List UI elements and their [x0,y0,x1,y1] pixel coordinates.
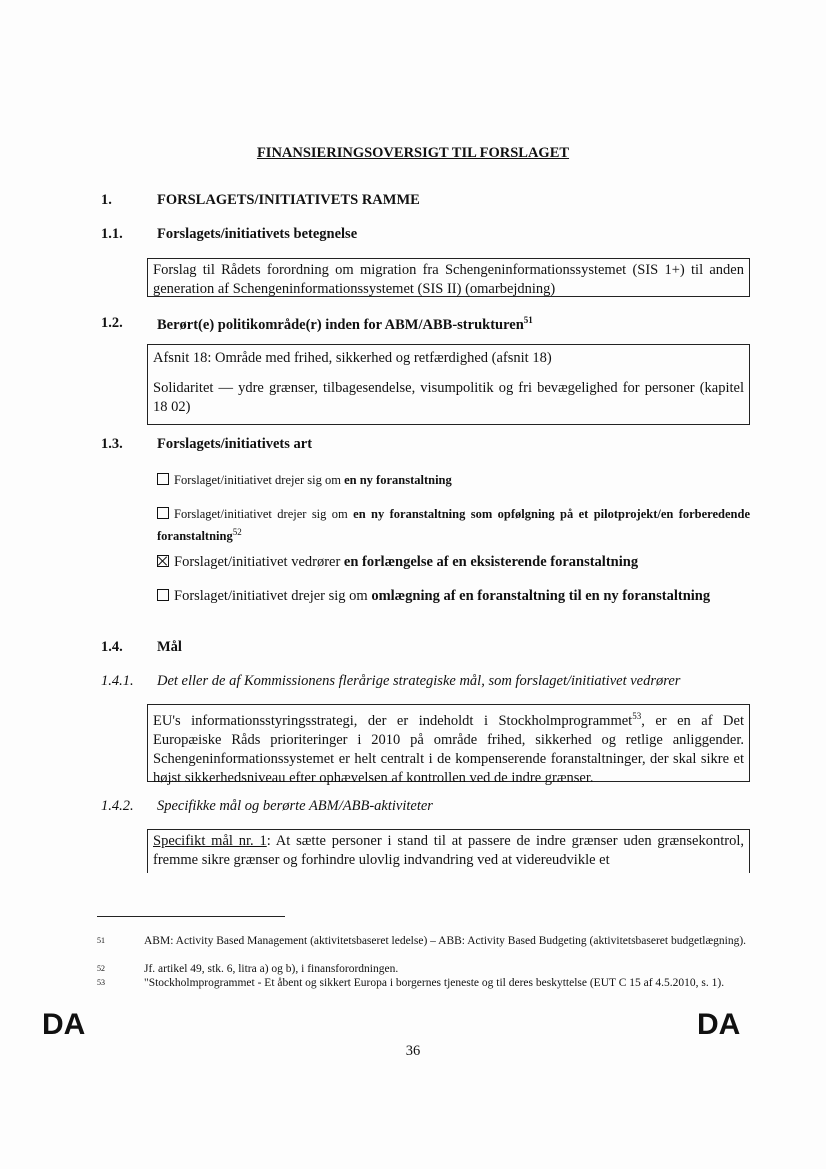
section-number: 1.4.2. [101,798,134,814]
checkbox-icon[interactable] [157,589,169,601]
footnote-divider [97,916,285,917]
box-text: EU's informationsstyringsstrategi, der er indeholdt i Stockholmprogrammet$^{53}$, er en af Det Europæiske Råds prioriteringer i 2010 på område frihed, sikkerhed og retlige anliggender. Schengeninformationssystemet er helt centralt i de kompenserende foranstaltninger, der skal sikre et højst sikkerhedsniveau efter ophævelsen af kontrollen ved de indre grænser. [153,711,744,786]
box-text: Forslag til Rådets forordning om migration fra Schengeninformationssystemet (SIS 1+) til anden generation af Schengeninformationssystemet (SIS II) (omarbejdning) [153,262,744,297]
section-number: 1.3. [101,436,123,452]
option-new-measure: Forslaget/initiativet drejer sig om en ny foranstaltning [157,471,750,489]
section-number: 1.4. [101,639,123,655]
box-text: Afsnit 18: Område med frihed, sikkerhed og retfærdighed (afsnit 18) [153,350,552,366]
page-title: FINANSIERINGSOVERSIGT TIL FORSLAGET [256,145,570,161]
option-reorientation: Forslaget/initiativet drejer sig om omlægning af en foranstaltning til en ny foranstaltning [157,587,750,605]
section-heading: Mål [157,639,182,655]
footnote: 52 Jf. artikel 49, stk. 6, litra a) og b), i finansforordningen. [97,963,399,975]
section-heading: Specifikke mål og berørte ABM/ABB-aktiviteter [157,798,433,814]
section-number: 1.4.1. [101,673,134,689]
language-code-right: DA [697,1008,741,1041]
checkbox-icon[interactable] [157,473,169,485]
box-text: Specifikt mål nr. 1: At sætte personer i stand til at passere de indre grænser uden grænsekontrol, fremme sikre grænser og forhindre ulovlig indvandring ved at videreudvikle et [153,833,744,868]
section-number: 1.1. [101,226,123,242]
footnote-ref: 51 [523,315,533,325]
section-heading: Det eller de af Kommissionens flerårige strategiske mål, som forslaget/initiativet vedrører [157,673,681,689]
language-code-left: DA [42,1008,86,1041]
page-number: 36 [405,1043,421,1059]
section-heading: Forslagets/initiativets art [157,436,313,452]
checkbox-icon[interactable] [157,507,169,519]
section-heading: Berørt(e) politikområde(r) inden for ABM/ABB-strukturen$^{51}$ [157,315,533,333]
section-number: 1. [101,192,112,208]
section-number: 1.2. [101,315,123,331]
section-heading: FORSLAGETS/INITIATIVETS RAMME [157,192,420,208]
footnote-ref: 52 [232,527,242,537]
checked-checkbox-icon[interactable] [157,555,169,567]
option-extension: Forslaget/initiativet vedrører en forlængelse af en eksisterende foranstaltning [157,553,750,571]
policy-box [147,344,750,425]
strategic-goals-box [147,704,750,786]
box-text: Solidaritet — ydre grænser, tilbagesendelse, visumpolitik og fri bevægelighed for personer (kapitel 18 02) [153,380,744,415]
footnote-ref: 53 [632,711,642,721]
option-pilot-followup: Forslaget/initiativet drejer sig om en ny foranstaltning som opfølgning på et pilotprojekt/en forberedende foranstaltning$^{52}$ [157,507,750,544]
specific-goals-box [147,829,750,873]
title-box [147,258,750,297]
section-heading: Forslagets/initiativets betegnelse [157,226,358,242]
footnote: 51 ABM: Activity Based Management (aktivitetsbaseret ledelse) – ABB: Activity Based Budgeting (aktivitetsbaseret budgetlægning). [97,935,747,947]
footnote: 53 "Stockholmprogrammet - Et åbent og sikkert Europa i borgernes tjeneste og til deres beskyttelse (EUT C 15 af 4.5.2010, s. 1). [97,977,725,989]
